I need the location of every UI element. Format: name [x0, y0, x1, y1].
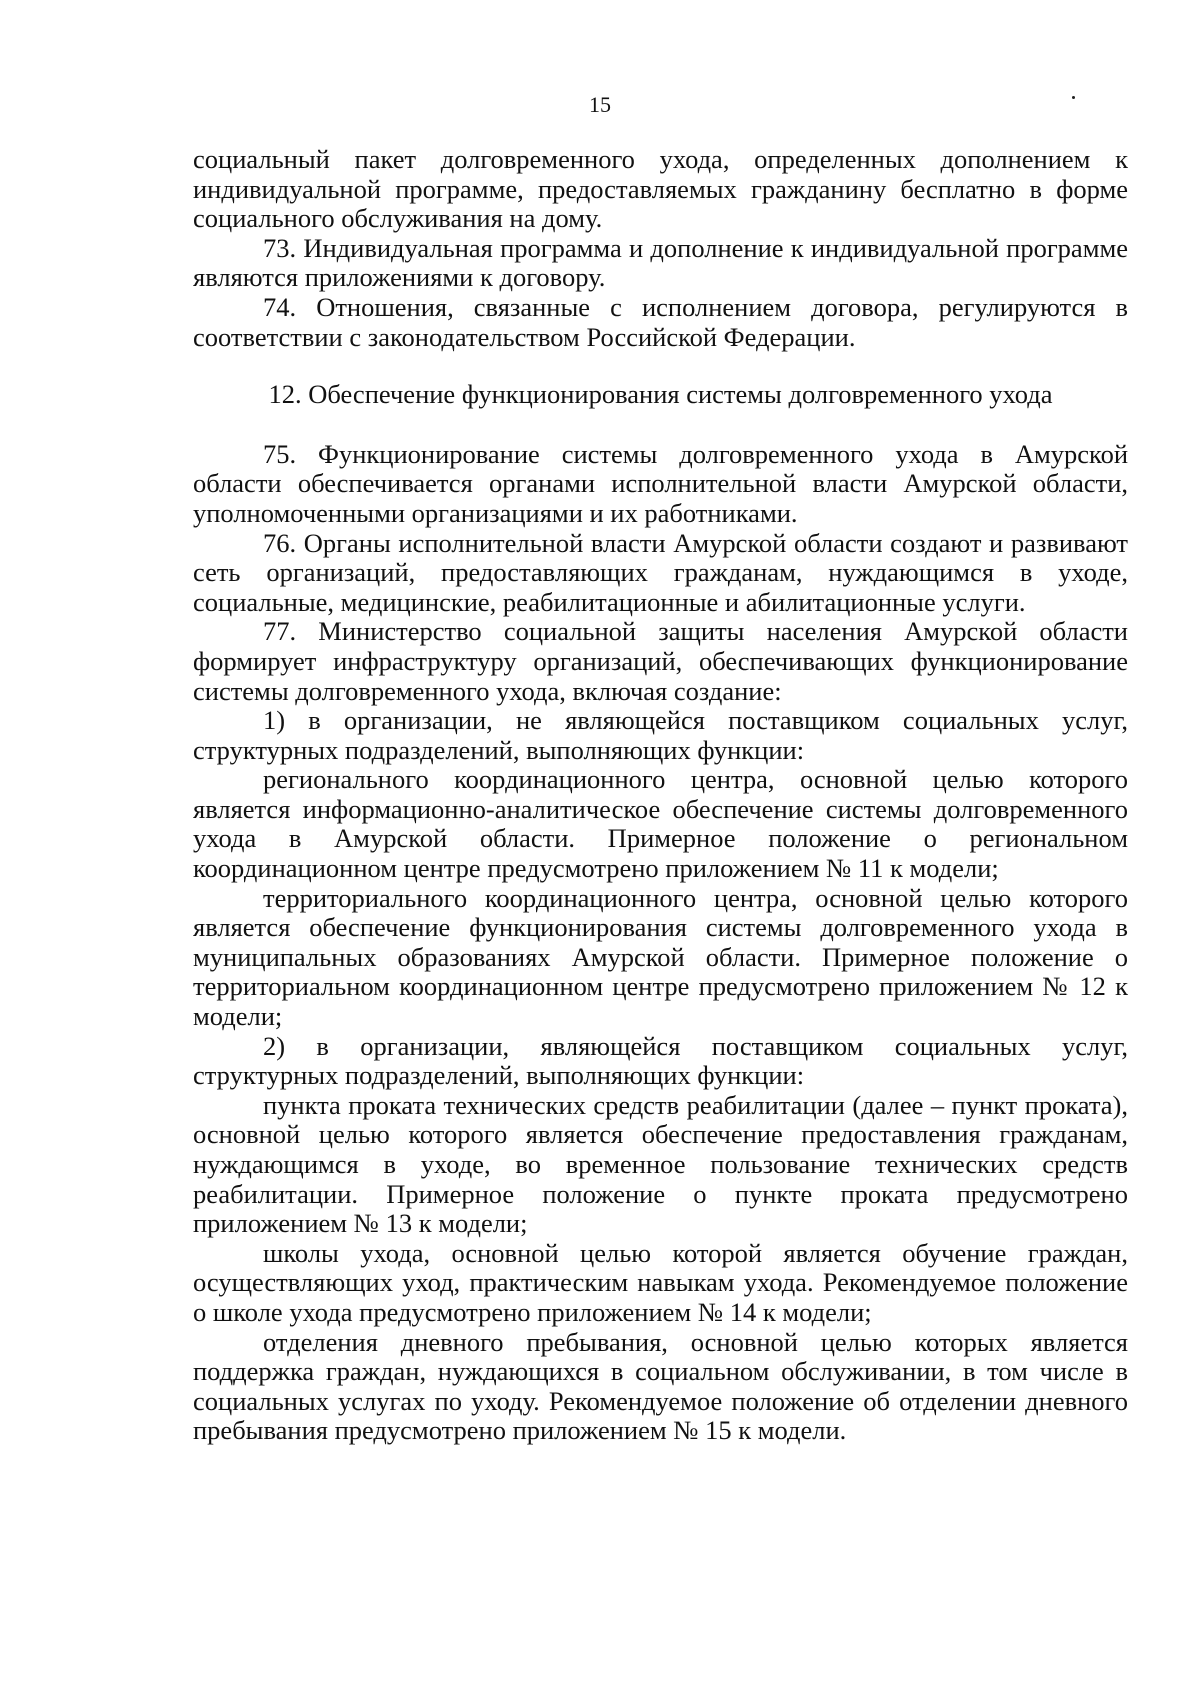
paragraph-75: 75. Функционирование системы долговременного ухода в Амурской области обеспечивается органами исполнительной власти Амурской области, уполномоченными организациями и их работниками.: [193, 438, 1128, 528]
scan-dot: [1072, 96, 1075, 99]
paragraph-continuation: социальный пакет долговременного ухода, определенных дополнением к индивидуальной программе, предоставляемых гражданину бесплатно в форме социального обслуживания на дому.: [193, 144, 1128, 234]
paragraph-73: 73. Индивидуальная программа и дополнение к индивидуальной программе являются приложениями к договору.: [193, 232, 1128, 293]
subitem-rental-point: пункта проката технических средств реабилитации (далее – пункт проката), основной целью которого является обеспечение предоставления гражданам, нуждающимся в уходе, во временное пользование технических средств реабилитации. Примерное положение о пункте проката предусмотрено приложением № 13 к модели;: [193, 1089, 1128, 1239]
subitem-regional-center: регионального координационного центра, основной целью которого является информационно-аналитическое обеспечение системы долговременного ухода в Амурской области. Примерное положение о региональном координационном центре предусмотрено приложением № 11 к модели;: [193, 764, 1128, 884]
paragraph-77: 77. Министерство социальной защиты населения Амурской области формирует инфраструктуру организаций, обеспечивающих функционирование системы долговременного ухода, включая создание:: [193, 616, 1128, 706]
subitem-territorial-center: территориального координационного центра, основной целью которого является обеспечение функционирования системы долговременного ухода в муниципальных образованиях Амурской области. Примерное положение о территориальном координационном центре предусмотрено приложением № 12 к модели;: [193, 882, 1128, 1032]
paragraph-74: 74. Отношения, связанные с исполнением договора, регулируются в соответствии с законодательством Российской Федерации.: [193, 291, 1128, 352]
list-item-2: 2) в организации, являющейся поставщиком социальных услуг, структурных подразделений, выполняющих функции:: [193, 1030, 1128, 1091]
section-heading: 12. Обеспечение функционирования системы долговременного ухода: [268, 379, 1053, 410]
document-body: [193, 145, 1128, 1446]
subitem-day-stay: отделения дневного пребывания, основной целью которых является поддержка граждан, нуждающихся в социальном обслуживании, в том числе в социальных услугах по уходу. Рекомендуемое положение об отделении дневного пребывания предусмотрено приложением № 15 к модели.: [193, 1326, 1128, 1446]
page-number: 15: [589, 92, 611, 117]
subitem-care-school: школы ухода, основной целью которой является обучение граждан, осуществляющих уход, практическим навыкам ухода. Рекомендуемое положение о школе ухода предусмотрено приложением № 14 к модели;: [193, 1237, 1128, 1327]
paragraph-76: 76. Органы исполнительной власти Амурской области создают и развивают сеть организаций, предоставляющих гражданам, нуждающимся в уходе, социальные, медицинские, реабилитационные и абилитационные услуги.: [193, 527, 1128, 617]
list-item-1: 1) в организации, не являющейся поставщиком социальных услуг, структурных подразделений, выполняющих функции:: [193, 705, 1128, 765]
